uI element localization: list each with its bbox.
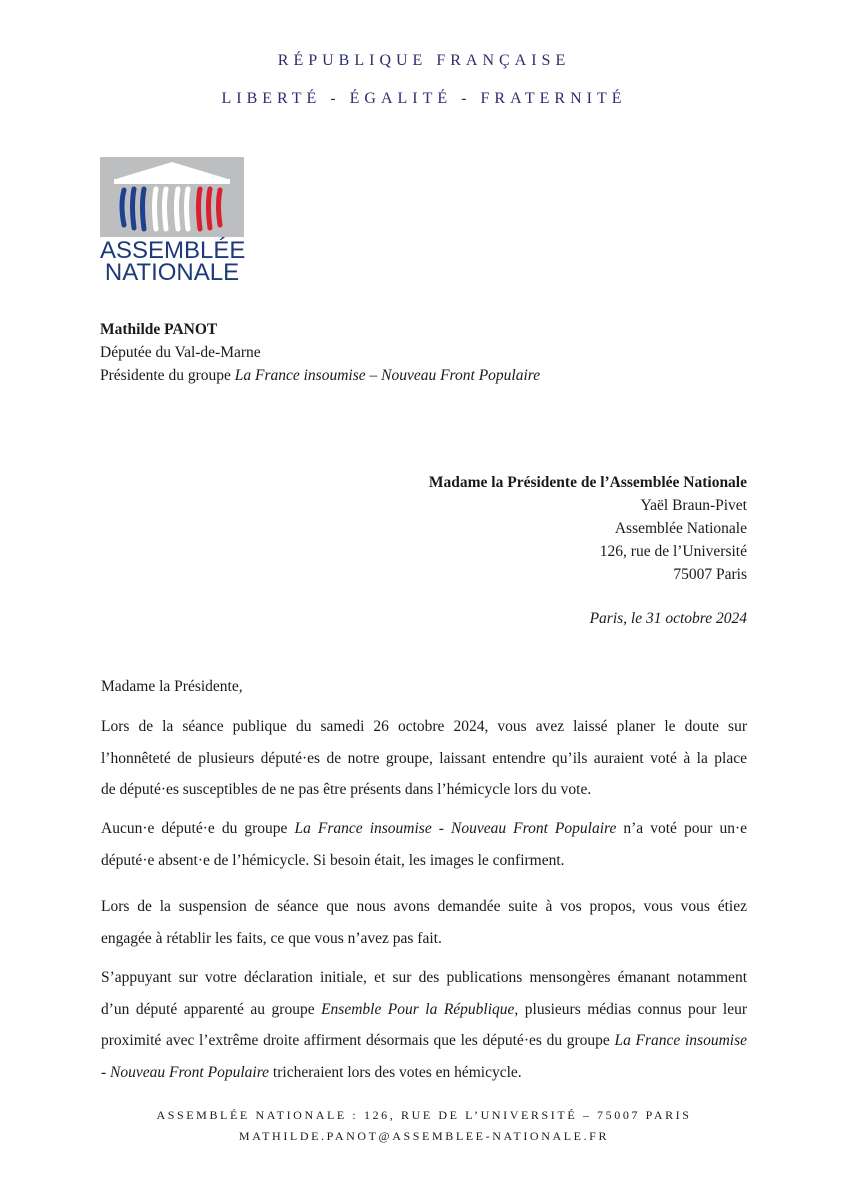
paragraph-3-line: engagée à rétablir les faits, ce que vous n’avez pas fait.	[101, 929, 442, 947]
group-name-italic: - Nouveau Front Populaire	[101, 1063, 270, 1081]
paragraph-1-line: l’honnêteté de plusieurs député·es de notre groupe, laissant entendre qu’ils auraient voté à la place	[101, 749, 747, 767]
paragraph-3	[101, 891, 747, 954]
group-name-italic: Ensemble Pour la République	[321, 1000, 515, 1018]
text-run: Aucun·e député·e du groupe	[101, 820, 295, 837]
logo-background	[100, 157, 244, 237]
paragraph-2-line	[101, 813, 747, 845]
recipient-block	[429, 471, 747, 586]
paragraph-4-line	[101, 1025, 747, 1057]
text-run: proximité avec l’extrême droite affirment désormais que les député·es du groupe	[101, 1032, 615, 1049]
assemblee-nationale-logo	[100, 157, 246, 286]
recipient-title: Madame la Présidente de l’Assemblée Nationale	[428, 474, 747, 491]
group-name-italic: La France insoumise	[614, 1032, 747, 1049]
text-run: , plusieurs médias connus pour leur	[514, 1000, 748, 1018]
footer-email: MATHILDE.PANOT@ASSEMBLEE-NATIONALE.FR	[238, 1129, 610, 1143]
recipient-street: 126, rue de l’Université	[599, 543, 747, 560]
sender-block	[100, 318, 540, 387]
header-republique: RÉPUBLIQUE FRANÇAISE	[277, 52, 571, 69]
paragraph-2	[101, 813, 747, 876]
group-name-italic: La France insoumise - Nouveau Front Populaire	[294, 820, 617, 837]
paragraph-3-line: Lors de la suspension de séance que nous avons demandée suite à vos propos, vous vous étiez	[101, 898, 747, 915]
text-run: tricheraient lors des votes en hémicycle.	[269, 1063, 522, 1081]
letter-date: Paris, le 31 octobre 2024	[589, 610, 747, 627]
sender-role: Députée du Val-de-Marne	[100, 344, 261, 361]
footer-address: ASSEMBLÉE NATIONALE : 126, RUE DE L’UNIVERSITÉ – 75007 PARIS	[156, 1108, 692, 1122]
header-devise: LIBERTÉ - ÉGALITÉ - FRATERNITÉ	[221, 90, 627, 107]
recipient-org: Assemblée Nationale	[614, 520, 747, 537]
recipient-name: Yaël Braun-Pivet	[640, 497, 747, 514]
sender-group	[100, 364, 540, 387]
hemicycle-icon	[100, 157, 244, 237]
paragraph-4-line: S’appuyant sur votre déclaration initiale, et sur des publications mensongères émanant notamment	[101, 969, 747, 986]
paragraph-1	[101, 711, 747, 806]
logo-text-nationale: NATIONALE	[104, 259, 240, 286]
text-run: n’a voté pour un·e	[616, 820, 747, 837]
salutation: Madame la Présidente,	[101, 678, 243, 695]
sender-group-prefix: Présidente du groupe	[100, 367, 235, 384]
sender-name: Mathilde PANOT	[100, 321, 218, 338]
logo-text-assemblee: ASSEMBLÉE	[100, 237, 246, 264]
paragraph-4	[101, 962, 747, 1088]
paragraph-4-line	[101, 1057, 747, 1089]
recipient-city: 75007 Paris	[673, 566, 747, 583]
sender-group-name: La France insoumise – Nouveau Front Populaire	[234, 367, 541, 384]
text-run: d’un député apparenté au groupe	[101, 1000, 322, 1018]
paragraph-1-line: Lors de la séance publique du samedi 26 octobre 2024, vous avez laissé planer le doute sur	[101, 718, 747, 735]
paragraph-2-line: député·e absent·e de l’hémicycle. Si besoin était, les images le confirment.	[101, 851, 565, 869]
paragraph-1-line: de député·es susceptibles de ne pas être présents dans l’hémicycle lors du vote.	[101, 781, 592, 798]
paragraph-4-line	[101, 994, 747, 1026]
